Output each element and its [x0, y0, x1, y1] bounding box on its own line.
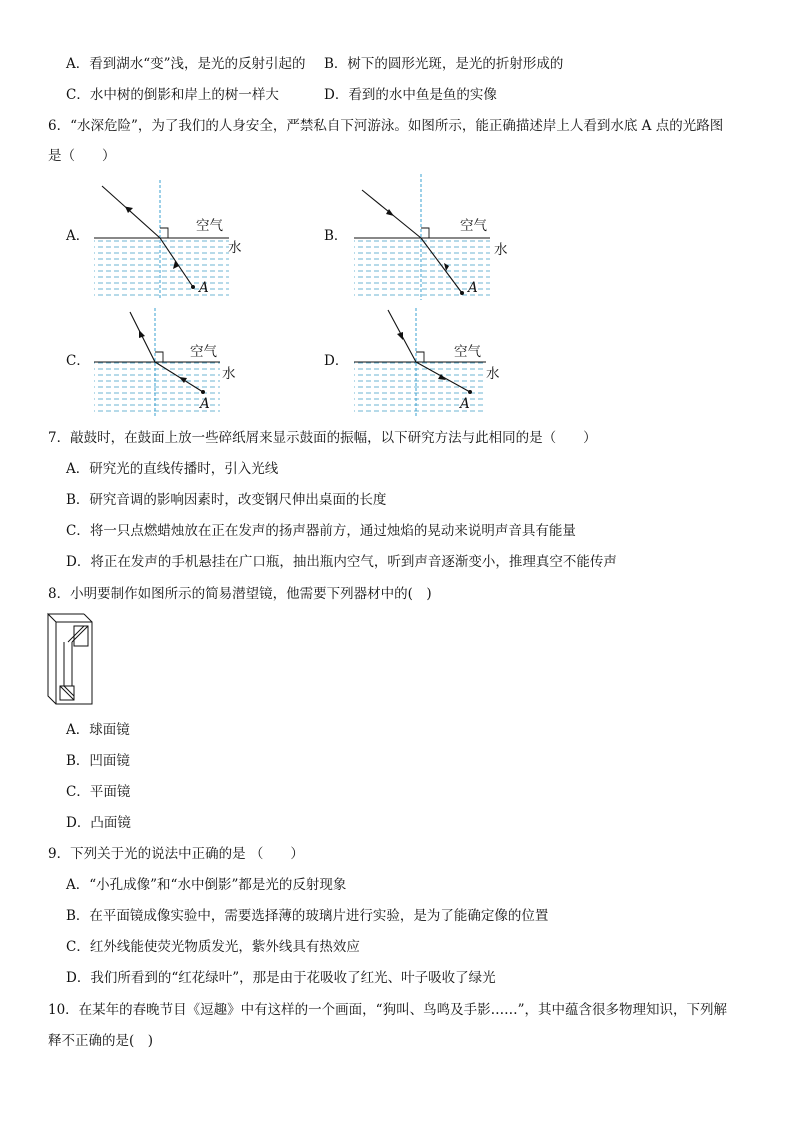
q7-option-c: C．将一只点燃蜡烛放在正在发声的扬声器前方，通过烛焰的晃动来说明声音具有能量 [66, 523, 576, 539]
q5-option-c: C．水中树的倒影和岸上的树一样大 [66, 87, 279, 103]
q8-stem: 8．小明要制作如图所示的简易潜望镜，他需要下列器材中的( ) [48, 586, 432, 602]
q7-option-b: B．研究音调的影响因素时，改变钢尺伸出桌面的长度 [66, 492, 387, 508]
q5-option-d: D．看到的水中鱼是鱼的实像 [324, 87, 497, 103]
q7-option-d: D．将正在发声的手机悬挂在广口瓶，抽出瓶内空气，听到声音逐渐变小，推理真空不能传声 [66, 554, 617, 570]
q10-stem-line1: 10．在某年的春晚节目《逗趣》中有这样的一个画面，“狗叫、鸟鸣及手影……”，其中蕴含很多物理知识，下列解 [48, 1002, 727, 1018]
q8-option-c: C．平面镜 [66, 784, 131, 800]
q7-option-a: A．研究光的直线传播时，引入光线 [66, 461, 279, 477]
q6-fig-b-water: 水 [494, 242, 508, 258]
q6-fig-a-water: 水 [228, 240, 242, 256]
q9-stem: 9．下列关于光的说法中正确的是 （ ） [48, 846, 304, 862]
q6-fig-b-label: B． [324, 228, 348, 244]
q9-option-c: C．红外线能使荧光物质发光，紫外线具有热效应 [66, 939, 360, 955]
q6-fig-a-air: 空气 [196, 218, 223, 234]
q5-option-b: B．树下的圆形光斑，是光的折射形成的 [324, 56, 564, 72]
q5-option-a: A．看到湖水“变”浅，是光的反射引起的 [66, 56, 306, 72]
q6-fig-d-water: 水 [486, 366, 500, 382]
q8-option-d: D．凸面镜 [66, 815, 131, 831]
periscope-figure [44, 612, 100, 712]
q8-option-a: A．球面镜 [66, 722, 130, 738]
q6-fig-d-point: A [460, 396, 470, 412]
q9-option-a: A．“小孔成像”和“水中倒影”都是光的反射现象 [66, 877, 347, 893]
q9-option-b: B．在平面镜成像实验中，需要选择薄的玻璃片进行实验，是为了能确定像的位置 [66, 908, 549, 924]
q6-stem-line1: 6．“水深危险”，为了我们的人身安全，严禁私自下河游泳。如图所示，能正确描述岸上人看到水底 A 点的光路图 [48, 118, 724, 134]
q6-fig-c-label: C． [66, 353, 90, 369]
q8-option-b: B．凹面镜 [66, 753, 130, 769]
q7-stem: 7．敲鼓时，在鼓面上放一些碎纸屑来显示鼓面的振幅，以下研究方法与此相同的是（ ） [48, 430, 597, 446]
q10-stem-line2: 释不正确的是( ) [48, 1033, 154, 1049]
q6-fig-b-point: A [468, 280, 478, 296]
q6-figure-a [90, 178, 250, 304]
q6-fig-a-point: A [199, 280, 209, 296]
q6-fig-b-air: 空气 [460, 218, 487, 234]
q6-figure-d [350, 306, 500, 420]
q6-fig-a-label: A． [66, 228, 90, 244]
q6-fig-c-water: 水 [222, 366, 236, 382]
q6-fig-d-air: 空气 [454, 344, 481, 360]
q6-fig-c-point: A [200, 396, 210, 412]
q6-stem-line2: 是（ ） [48, 148, 116, 164]
q6-figure-b [350, 172, 510, 304]
q6-fig-d-label: D． [324, 353, 349, 369]
q6-figure-c [90, 306, 240, 420]
q6-fig-c-air: 空气 [190, 344, 217, 360]
q9-option-d: D．我们所看到的“红花绿叶”，那是由于花吸收了红光、叶子吸收了绿光 [66, 970, 496, 986]
